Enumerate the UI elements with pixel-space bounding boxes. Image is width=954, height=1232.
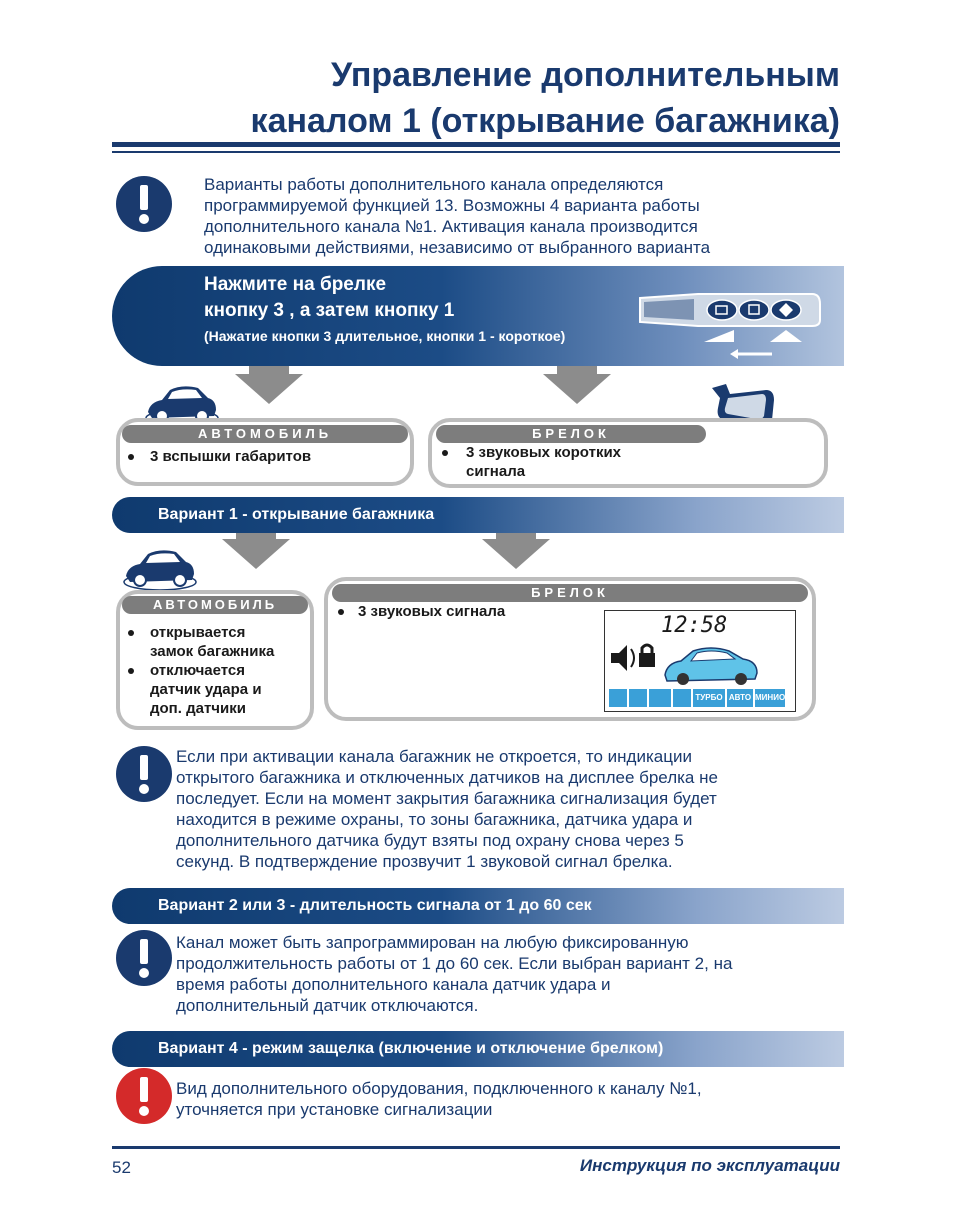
variant4-line: уточняется при установке сигнализации — [176, 1100, 493, 1119]
key-fob-buttons-icon — [636, 290, 822, 362]
variant1-fob-header: БРЕЛОК — [332, 584, 808, 602]
tools-icon — [629, 689, 647, 707]
lcd-time: 12:58 — [661, 613, 728, 638]
page-number: 52 — [112, 1158, 131, 1177]
note1-text — [176, 746, 810, 872]
intro-line: программируемой функцией 13. Возможны 4 варианта работы — [204, 196, 700, 215]
variant4-band-title: Вариант 4 - режим защелка (включение и отключение брелком) — [158, 1040, 664, 1057]
exclamation-icon — [116, 176, 172, 232]
bullet-dot — [442, 450, 448, 456]
warning-exclamation-icon — [116, 1068, 172, 1124]
exclamation-icon — [116, 930, 172, 986]
wrench-icon — [673, 689, 691, 707]
title-rule — [112, 142, 840, 147]
thermometer-icon — [649, 689, 671, 707]
arrow-down-icon — [557, 366, 597, 374]
footer-title: Инструкция по эксплуатации — [579, 1156, 840, 1175]
page-title — [251, 52, 840, 144]
speaker-icon — [611, 645, 634, 671]
title-rule-thin — [112, 151, 840, 153]
arrow-down-icon — [543, 374, 611, 404]
variant1-car-header: АВТОМОБИЛЬ — [122, 596, 308, 614]
note1-line: последует. Если на момент закрытия багажника сигнализация будет — [176, 789, 717, 808]
minio-icon: МИНИО — [755, 689, 785, 707]
bullet-dot — [338, 609, 344, 615]
arrow-down-icon — [482, 539, 550, 569]
activation-fob-item-line: сигнала — [466, 463, 526, 480]
bullet-dot — [128, 668, 134, 674]
variant1-car-item — [150, 623, 274, 661]
variant1-car-item-line: доп. датчики — [150, 700, 246, 717]
variant1-car-item-line: открывается — [150, 624, 246, 641]
activation-fob-header: БРЕЛОК — [436, 425, 706, 443]
variant4-text — [176, 1078, 810, 1120]
intro-line: одинаковыми действиями, независимо от выбранного варианта — [204, 238, 711, 257]
car-icon — [122, 542, 198, 592]
variant1-car-item-line: замок багажника — [150, 643, 275, 660]
arrow-down-icon — [249, 366, 289, 374]
variant23-line: продолжительность работы от 1 до 60 сек. Если выбран вариант 2, на — [176, 954, 733, 973]
intro-line: Варианты работы дополнительного канала определяются — [204, 175, 664, 194]
variant23-text — [176, 932, 814, 1016]
note1-line: находится в режиме охраны, то зоны багажника, датчика удара и — [176, 810, 693, 829]
auto-icon: АВТО — [727, 689, 753, 707]
page-title-line1: Управление дополнительным — [330, 56, 840, 94]
lcd-status-icons — [607, 637, 793, 685]
arrow-down-icon — [235, 374, 303, 404]
intro-text — [204, 174, 810, 258]
variant1-car-item — [150, 661, 262, 718]
variant23-line: Канал может быть запрограммирован на любую фиксированную — [176, 933, 689, 952]
note1-line: секунд. В подтверждение прозвучит 1 звуковой сигнал брелка. — [176, 852, 673, 871]
intro-line: дополнительного канала №1. Активация канала производится — [204, 217, 698, 236]
note1-line: открытого багажника и отключенных датчиков на дисплее брелка не — [176, 768, 718, 787]
press-instruction-line2: кнопку 3 , а затем кнопку 1 — [204, 300, 455, 321]
car-display-icon — [665, 648, 757, 685]
exclamation-icon — [116, 746, 172, 802]
fob-lcd-display — [604, 610, 796, 712]
variant1-car-item-line: отключается — [150, 662, 246, 679]
variant23-line: время работы дополнительного канала датчик удара и — [176, 975, 611, 994]
bullet-dot — [128, 630, 134, 636]
variant1-car-item-line: датчик удара и — [150, 681, 262, 698]
variant1-fob-item: 3 звуковых сигнала — [358, 603, 506, 620]
note1-line: Если при активации канала багажник не откроется, то индикации — [176, 747, 692, 766]
page-title-line2: каналом 1 (открывание багажника) — [250, 102, 840, 140]
arrow-down-icon — [222, 539, 290, 569]
clock-icon — [609, 689, 627, 707]
activation-car-item: 3 вспышки габаритов — [150, 448, 312, 465]
activation-fob-item — [466, 443, 621, 481]
variant23-line: дополнительный датчик отключаются. — [176, 996, 479, 1015]
press-instruction-line1: Нажмите на брелке — [204, 274, 387, 295]
variant23-band-title: Вариант 2 или 3 - длительность сигнала от 1 до 60 сек — [158, 897, 592, 914]
bullet-dot — [128, 454, 134, 460]
turbo-icon: ТУРБО — [693, 689, 725, 707]
footer-rule — [112, 1146, 840, 1149]
note1-line: дополнительного датчика будут взяты под охрану снова через 5 — [176, 831, 684, 850]
press-instruction-note: (Нажатие кнопки 3 длительное, кнопки 1 - короткое) — [204, 328, 566, 344]
activation-car-header: АВТОМОБИЛЬ — [122, 425, 408, 443]
activation-fob-item-line: 3 звуковых коротких — [466, 444, 622, 461]
lcd-bottom-icons — [609, 689, 793, 707]
variant4-line: Вид дополнительного оборудования, подключенного к каналу №1, — [176, 1079, 702, 1098]
lock-icon — [639, 645, 655, 667]
variant1-band-title: Вариант 1 - открывание багажника — [158, 506, 435, 523]
